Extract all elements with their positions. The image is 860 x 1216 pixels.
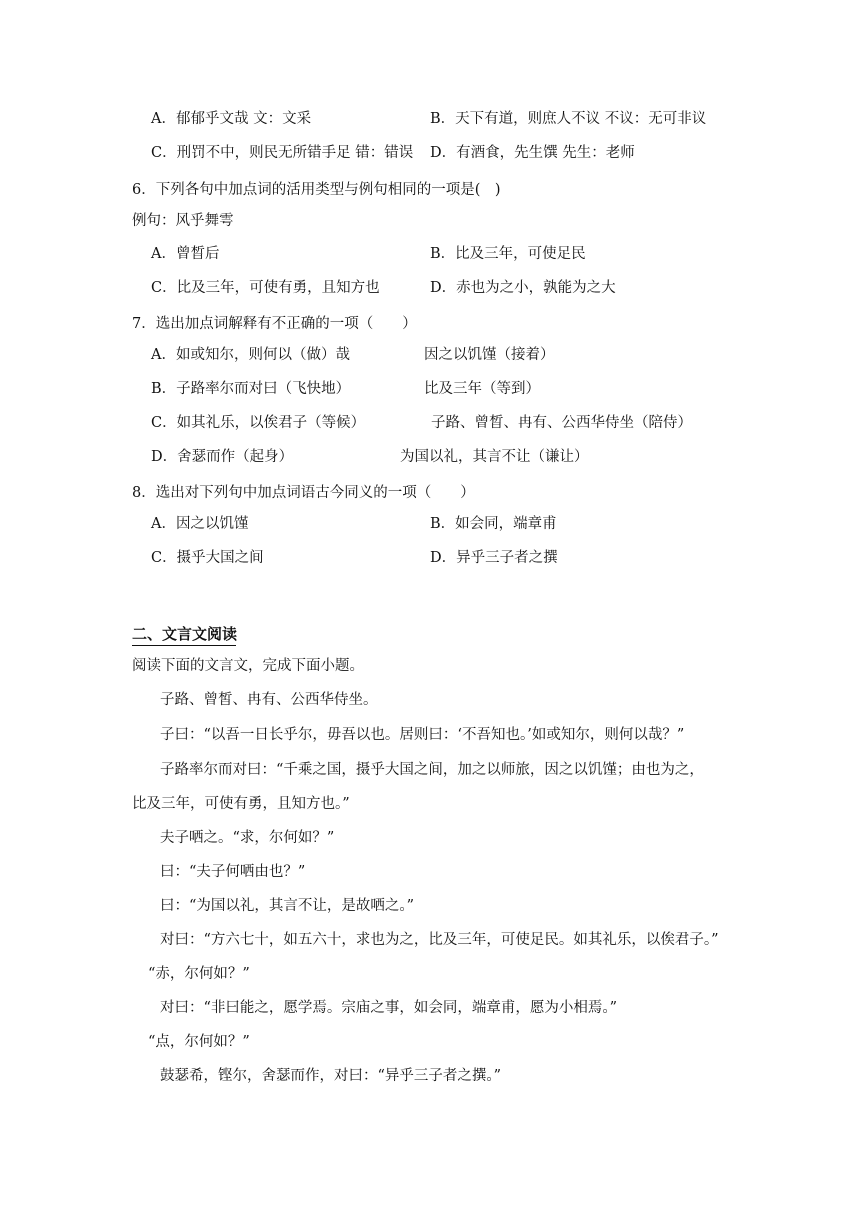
q6-option-b: B．比及三年，可使足民: [430, 246, 586, 262]
q5-option-c: C．刑罚不中，则民无所错手足 错：错误: [151, 145, 414, 161]
q7-stem: 7．选出加点词解释有不正确的一项（ ）: [132, 316, 417, 332]
section-title-underline: [132, 645, 236, 646]
q7-option-d-right: 为国以礼，其言不让（谦让）: [400, 449, 589, 465]
q7-option-a-left: A．如或知尔，则何以（做）哉: [151, 347, 350, 363]
q7-option-c-left: C．如其礼乐，以俟君子（等候）: [151, 415, 366, 431]
q5-option-a: A．郁郁乎文哉 文：文采: [151, 111, 312, 127]
section-instruction: 阅读下面的文言文，完成下面小题。: [132, 658, 364, 674]
passage-paragraph-10: “点，尔何如？”: [148, 1034, 250, 1050]
q6-stem: 6．下列各句中加点词的活用类型与例句相同的一项是( ): [132, 182, 501, 198]
section-title: 二、文言文阅读: [132, 625, 238, 643]
q7-option-b-right: 比及三年（等到）: [424, 381, 540, 397]
passage-paragraph-5: 曰：“夫子何哂由也？”: [160, 864, 306, 880]
q6-option-a: A．曾晳后: [151, 246, 220, 262]
passage-paragraph-1: 子路、曾皙、冉有、公西华侍坐。: [160, 692, 378, 708]
passage-paragraph-4: 夫子哂之。“求，尔何如？”: [160, 830, 335, 846]
passage-paragraph-9: 对曰：“非曰能之，愿学焉。宗庙之事，如会同，端章甫，愿为小相焉。”: [160, 1000, 618, 1016]
passage-paragraph-3: 子路率尔而对曰：“千乘之国，摄乎大国之间，加之以师旅，因之以饥馑；由也为之，: [160, 762, 704, 778]
passage-paragraph-2: 子曰：“以吾一日长乎尔，毋吾以也。居则曰：‘不吾知也。’如或知尔，则何以哉？”: [160, 727, 685, 743]
q7-option-b-left: B．子路率尔而对曰（飞快地）: [151, 381, 351, 397]
q6-option-c: C．比及三年，可使有勇，且知方也: [151, 280, 380, 296]
q8-option-a: A．因之以饥馑: [151, 516, 249, 532]
q7-option-c-right: 子路、曾晳、冉有、公西华侍坐（陪侍）: [431, 415, 692, 431]
passage-paragraph-8: “赤，尔何如？”: [148, 966, 250, 982]
passage-paragraph-3-cont: 比及三年，可使有勇，且知方也。”: [132, 796, 350, 812]
passage-paragraph-6: 曰：“为国以礼，其言不让，是故哂之。”: [160, 898, 415, 914]
q6-example: 例句：风乎舞雩: [132, 213, 234, 229]
q5-option-d: D．有酒食，先生馔 先生：老师: [430, 145, 635, 161]
q8-option-d: D．异乎三子者之撰: [430, 550, 558, 566]
q6-option-d: D．赤也为之小，孰能为之大: [430, 280, 616, 296]
passage-paragraph-11: 鼓瑟希，铿尔，舍瑟而作，对曰：“异乎三子者之撰。”: [160, 1068, 502, 1084]
q7-option-a-right: 因之以饥馑（接着）: [424, 347, 555, 363]
q8-option-c: C．摄乎大国之间: [151, 550, 264, 566]
passage-paragraph-7: 对曰：“方六七十，如五六十，求也为之，比及三年，可使足民。如其礼乐，以俟君子。”: [160, 932, 719, 948]
q8-option-b: B．如会同，端章甫: [430, 516, 557, 532]
q8-stem: 8．选出对下列句中加点词语古今同义的一项（ ）: [132, 485, 475, 501]
q5-option-b: B．天下有道，则庶人不议 不议：无可非议: [430, 111, 707, 127]
q7-option-d-left: D．舍瑟而作（起身）: [151, 449, 294, 465]
